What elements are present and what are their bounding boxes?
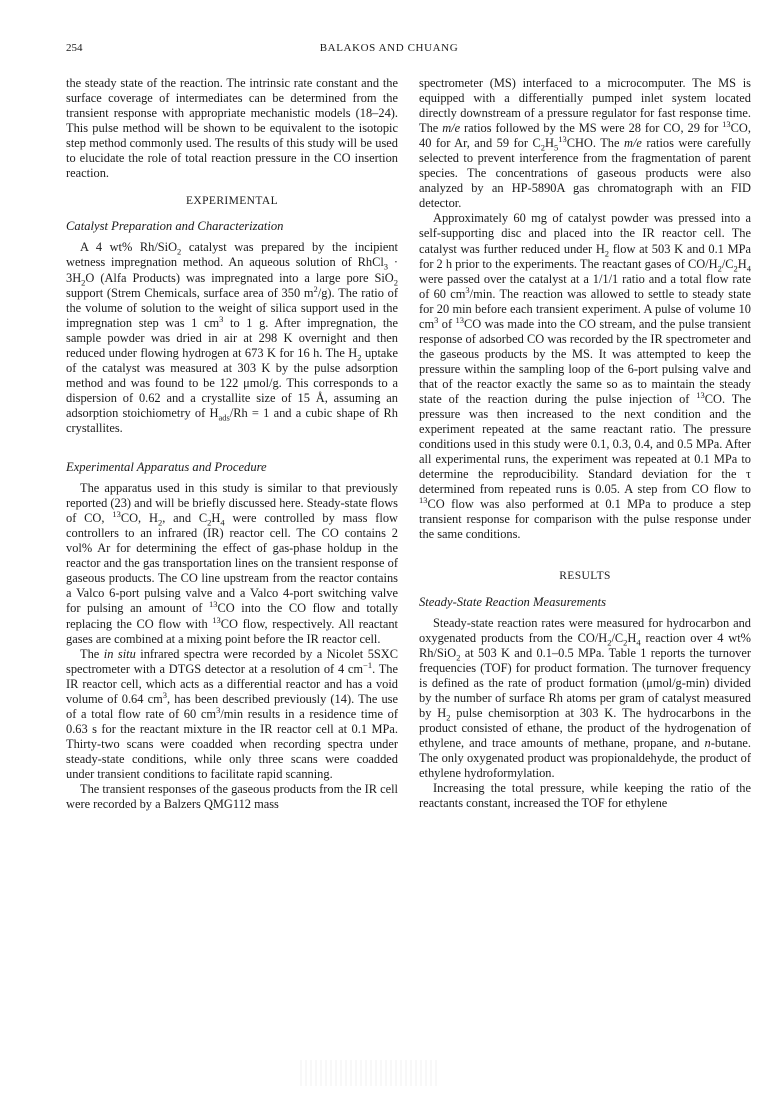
intro-paragraph: the steady state of the reaction. The intrinsic rate constant and the surface coverage of intermediates can be determined from the transient response with appropriate mechanistic models (18–24). This pulse method will be shown to be equivalent to the isotopic step method commonly used. The results of this study will be used to elucidate the role of total reaction pressure in the CO insertion reaction. (66, 76, 398, 181)
infrared-paragraph: The in situ infrared spectra were recorded by a Nicolet 5SXC spectrometer with a DTGS detector at a resolution of 4 $cm^{-1}$. The IR reactor cell, which acts as a differential reactor and has a void volume of 0.64 $cm^3$, has been described previously (14). The use of a total flow rate of 60 $cm^3/\min$ results in a residence time of 0.63 s for the reactant mixture in the IR reactor cell at 0.1 MPa. Thirty-two scans were coadded when recording spectra under steady-state conditions, while only three scans were coadded under transient conditions to facilitate rapid scanning. (66, 646, 398, 781)
right-column (419, 76, 751, 811)
subsection-heading-apparatus: Experimental Apparatus and Procedure (66, 460, 267, 475)
scan-artifact (300, 1060, 440, 1086)
left-column (66, 76, 398, 812)
transient-paragraph: The transient responses of the gaseous products from the IR cell were recorded by a Balzers QMG112 mass (66, 782, 398, 812)
steady-state-paragraph: Steady-state reaction rates were measured for hydrocarbon and oxygenated products from the $CO/H_2/C_2H_4$ reaction over 4 wt% Rh/SiO$_2$ at 503 K and 0.1–0.5 MPa. Table 1 reports the turnover frequencies (TOF) for product formation. The turnover frequency is defined as the rate of product formation (μmol/g-min) divided by the number of surface Rh atoms per gram of catalyst measured by $H_2$ pulse chemisorption at 303 K. The hydrocarbons in the product consisted of ethane, the product of the hydrogenation of ethylene, and trace amounts of methane, propane, and n-butane. The only oxygenated product was propionaldehyde, the product of ethylene hydroformylation. (419, 615, 751, 781)
procedure-paragraph: Approximately 60 mg of catalyst powder was pressed into a self-supporting disc and placed into the IR reactor cell. The catalyst was further reduced under $H_2$ flow at 503 K and 0.1 MPa for 2 h prior to the experiments. The reactant gases of $CO/H_2/C_2H_4$ were passed over the catalyst at a 1/1/1 ratio and a total flow rate of 60 $cm^3/\min$. The reaction was allowed to settle to steady state for 20 min before each transient experiment. A pulse of volume 10 $cm^3$ of $^{13}$CO was made into the CO stream, and the pulse transient response of adsorbed CO was recorded by the IR spectrometer and the gaseous products by the MS. It was attempted to keep the pressure within the sampling loop of the 6-port pulsing valve and that of the reactor exactly the same so as to maintain the steady state of the reaction during the pulse injection of $^{13}$CO. The pressure was then increased to the next condition and the experiment repeated at the same reactant ratio. The pressure conditions used in this study were 0.1, 0.3, 0.4, and 0.5 MPa. After all experimental runs, the experiment was repeated at 0.1 MPa to determine the reproducibility. Standard deviation for the τ determined from repeated runs is 0.05. A step from CO flow to $^{13}$CO flow was also performed at 0.1 MPa to produce a step transient response for comparison with the pulse response under the same conditions. (419, 211, 752, 542)
section-heading-experimental: EXPERIMENTAL (185, 195, 279, 208)
subsection-heading-steady-state: Steady-State Reaction Measurements (419, 594, 606, 609)
ms-paragraph: spectrometer (MS) interfaced to a microcomputer. The MS is equipped with a differentially pumped inlet system located directly downstream of a pressure regulator for fast response time. The m/e ratios followed by the MS were 28 for CO, 29 for $^{13}$CO, 40 for Ar, and 59 for $C_2H_5^{13}CHO$. The m/e ratios were carefully selected to prevent interference from the fragmentation of parent species. The concentrations of gaseous products were also analyzed by an HP-5890A gas chromatograph with an FID detector. (419, 76, 751, 211)
running-head (66, 40, 712, 56)
pressure-paragraph: Increasing the total pressure, while keeping the ratio of the reactants constant, increased the TOF for ethylene (419, 781, 751, 811)
catalyst-paragraph: A 4 wt% Rh/SiO$_2$ catalyst was prepared by the incipient wetness impregnation method. An aqueous solution of RhCl$_3$ · $3H_2O$ (Alfa Products) was impregnated into a large pore SiO$_2$ support (Strem Chemicals, surface area of 350 $m^2/g$). The ratio of the volume of solution to the weight of silica support used in the impregnation step was 1 $cm^3$ to 1 g. After impregnation, the sample powder was dried in air at 298 K overnight and then reduced under flowing hydrogen at 673 K for 16 h. The $H_2$ uptake of the catalyst was measured at 303 K by the pulse adsorption method and was found to be 122 μmol/g. This corresponds to a dispersion of 0.62 and a crystallite size of 15 Å, assuming an adsorption stoichiometry of $H_{ads}/Rh = 1$ and a cubic shape of Rh crystallites. (66, 240, 398, 435)
apparatus-paragraph: The apparatus used in this study is similar to that previously reported (23) and will be briefly discussed here. Steady-state flows of CO, $^{13}$CO, $H_2$, and $C_2H_4$ were controlled by mass flow controllers to an infrared (IR) reactor cell. The CO contains 2 vol% Ar for determining the effect of gas-phase holdup in the reactor and the gas transportation lines on the transient response of gaseous products. The CO line upstream from the reactor contains a Valco 6-port pulsing valve and a Valco 4-port switching valve for pulsing an amount of $^{13}$CO into the CO flow and totally replacing the CO flow with $^{13}$CO flow, respectively. All reactant gases are combined at a mixing point before the IR reactor cell. (66, 481, 399, 646)
running-title: BALAKOS AND CHUANG (319, 42, 459, 54)
page-number: 254 (66, 42, 83, 54)
section-heading-results: RESULTS (559, 570, 611, 583)
subsection-heading-catalyst: Catalyst Preparation and Characterization (66, 219, 284, 234)
